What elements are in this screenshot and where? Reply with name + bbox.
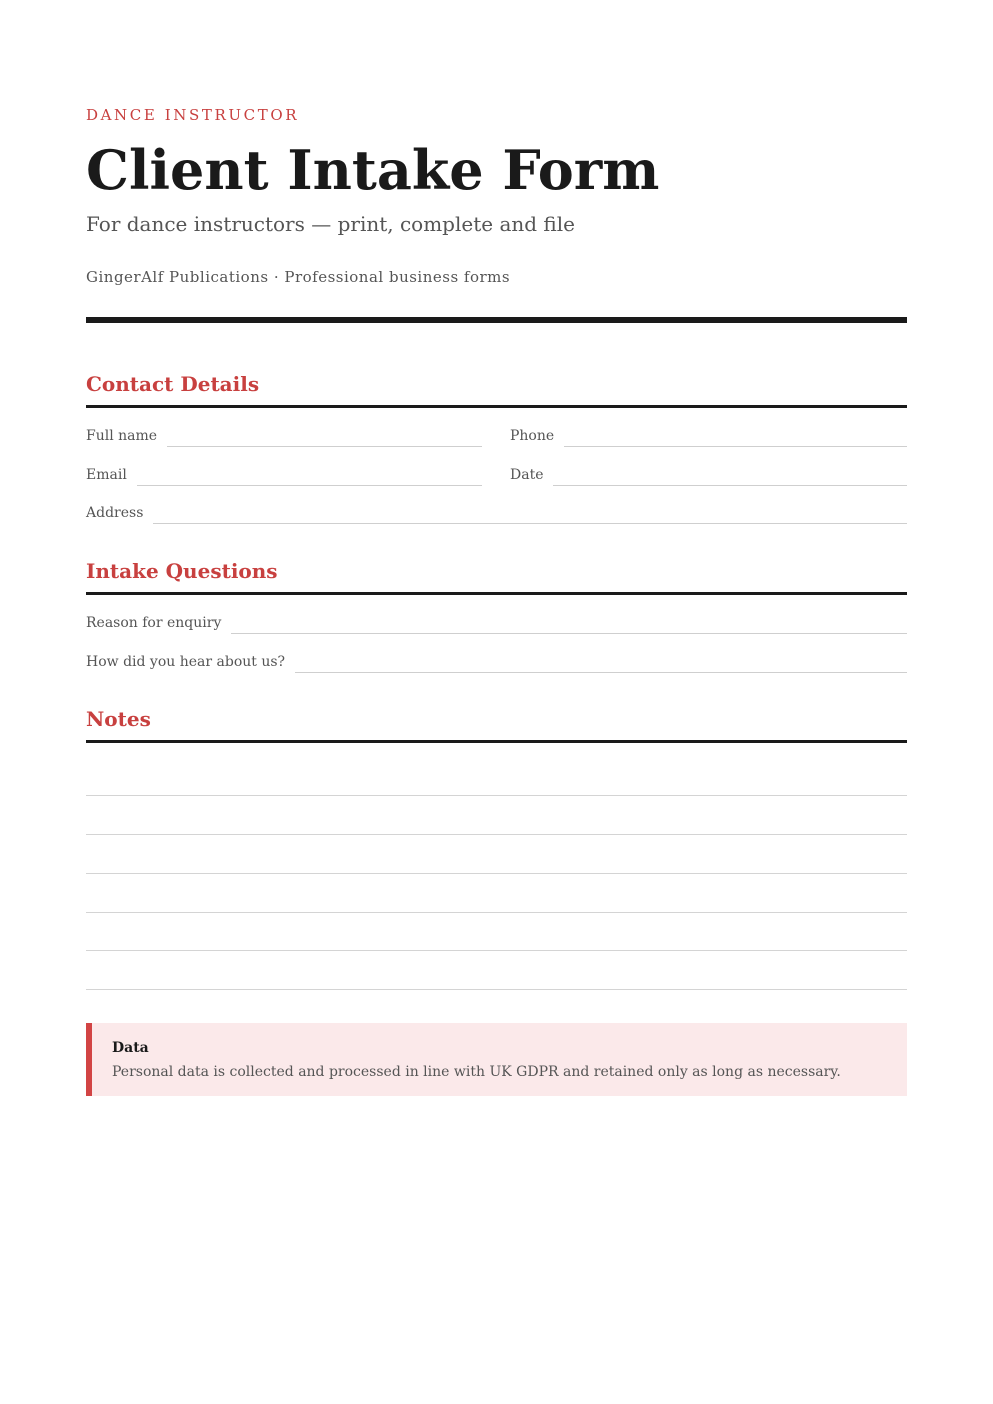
page-title: Client Intake Form — [86, 138, 660, 202]
referral-label: How did you hear about us? — [86, 654, 286, 670]
reason-label: Reason for enquiry — [86, 615, 222, 631]
reason-field[interactable] — [86, 612, 907, 634]
form-category: DANCE INSTRUCTOR — [86, 106, 300, 124]
full-name-input-line[interactable] — [167, 428, 482, 447]
notes-heading: Notes — [86, 707, 151, 731]
phone-input-line[interactable] — [564, 428, 907, 447]
full-name-field[interactable] — [86, 425, 482, 447]
full-name-label: Full name — [86, 428, 158, 444]
address-input-line[interactable] — [153, 505, 907, 524]
contact-details-divider — [86, 405, 907, 408]
email-field[interactable] — [86, 464, 482, 486]
address-field[interactable] — [86, 502, 907, 524]
notes-line[interactable] — [86, 912, 907, 913]
publisher-line: GingerAlf Publications · Professional business forms — [86, 268, 511, 286]
notes-line[interactable] — [86, 989, 907, 990]
intake-questions-divider — [86, 592, 907, 595]
data-notice-callout — [86, 1023, 907, 1096]
notes-line[interactable] — [86, 795, 907, 796]
date-input-line[interactable] — [553, 467, 907, 486]
notes-line[interactable] — [86, 834, 907, 835]
data-notice-title: Data — [112, 1040, 149, 1056]
email-label: Email — [86, 467, 127, 483]
referral-field[interactable] — [86, 651, 907, 673]
reason-input-line[interactable] — [231, 615, 907, 634]
date-field[interactable] — [510, 464, 907, 486]
intake-questions-heading: Intake Questions — [86, 559, 278, 583]
data-notice-text: Personal data is collected and processed in line with UK GDPR and retained only as long as necessary. — [112, 1064, 841, 1080]
referral-input-line[interactable] — [295, 654, 907, 673]
date-label: Date — [510, 467, 544, 483]
phone-label: Phone — [510, 428, 555, 444]
notes-divider — [86, 740, 907, 743]
header-divider — [86, 317, 907, 323]
phone-field[interactable] — [510, 425, 907, 447]
email-input-line[interactable] — [137, 467, 482, 486]
page-subtitle: For dance instructors — print, complete and file — [86, 212, 575, 236]
address-label: Address — [86, 505, 144, 521]
notes-line[interactable] — [86, 873, 907, 874]
contact-details-heading: Contact Details — [86, 372, 260, 396]
notes-line[interactable] — [86, 950, 907, 951]
